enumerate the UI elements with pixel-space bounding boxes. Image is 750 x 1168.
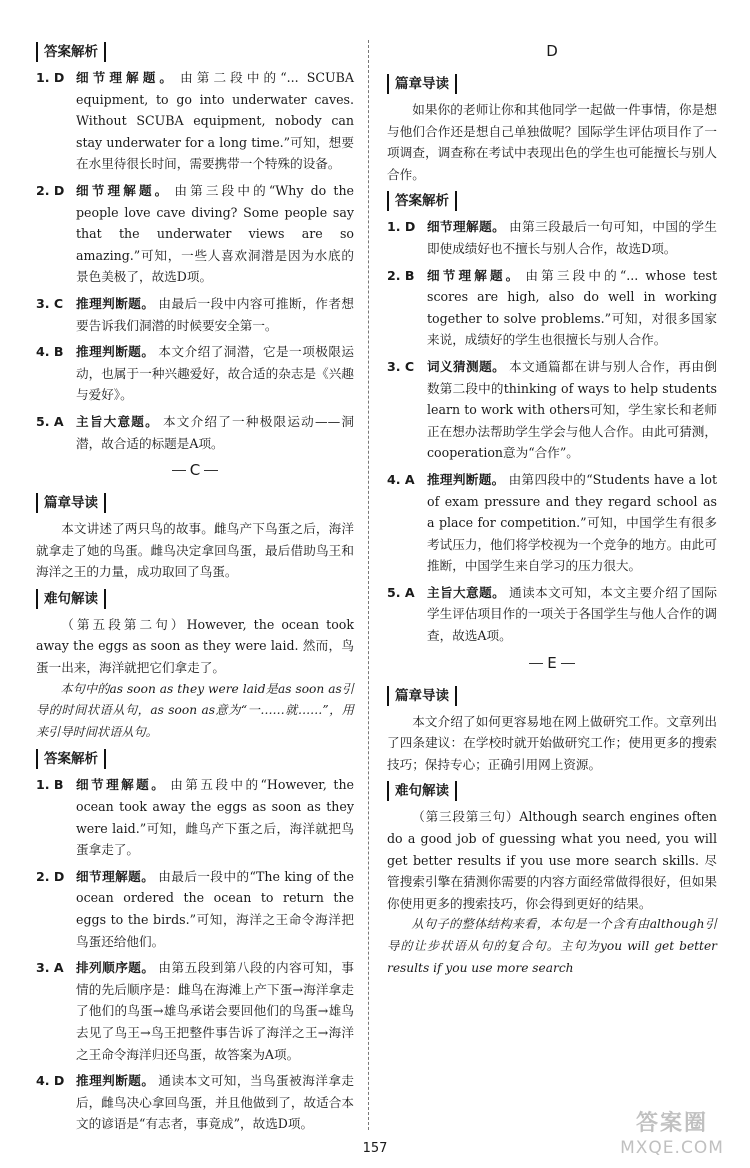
- answer-item: [387, 469, 717, 577]
- section-heading-answers: 答案解析: [36, 42, 106, 62]
- answer-number: 3. A: [36, 960, 64, 976]
- watermark-logo: [602, 1110, 742, 1164]
- answer-text: 通读本文可知，本文主要介绍了国际学生评估项目作的一项关于各国学生与他人合作的调查，故选A项。: [427, 584, 718, 644]
- passage-letter-c: C: [36, 459, 354, 481]
- answer-item: [387, 216, 717, 259]
- answer-item: [36, 957, 354, 1065]
- intro-paragraph: 本文讲述了两只鸟的故事。雌鸟产下鸟蛋之后，海洋就拿走了她的鸟蛋。雌鸟决定拿回鸟蛋，最后借助鸟王和海洋之王的力量，成功取回了鸟蛋。: [36, 521, 354, 580]
- section-heading-intro: 篇章导读: [387, 686, 457, 706]
- intro-paragraph: 本文介绍了如何更容易地在网上做研究工作。文章列出了四条建议：在学校时就开始做研究工作；使用更多的搜索技巧；保持专心；正确引用网上资源。: [387, 713, 717, 772]
- column-divider: [368, 40, 369, 1130]
- difficult-sentence: （第五段第二句）However, the ocean took away the eggs as soon as they were laid. 然而，鸟蛋一出来，海洋就把它们拿走了。: [36, 616, 354, 676]
- section-heading-intro: 篇章导读: [387, 74, 457, 94]
- question-type: 词义猜测题。: [427, 358, 506, 374]
- answer-text: 由第三段最后一句可知，中国的学生即使成绩好也不擅长与别人合作，故选D项。: [427, 219, 718, 256]
- answer-number: 5. A: [36, 413, 64, 429]
- answer-number: 2. B: [387, 267, 415, 283]
- answer-item: [36, 180, 354, 288]
- answer-list-b: [36, 67, 354, 454]
- section-heading-difficult: 难句解读: [387, 781, 457, 801]
- question-type: 细节理解题。: [76, 70, 177, 85]
- answer-item: [36, 411, 354, 454]
- question-type: 推理判断题。: [76, 295, 155, 311]
- answer-text: 通读本文可知，当鸟蛋被海洋拿走后，雌鸟决心拿回鸟蛋，并且他做到了，故适合本文的谚语是“有志者，事竟成”，故选D项。: [76, 1073, 354, 1132]
- answer-text: 由第三段中的“Why do the people love cave diving? Some people say that the underwater views are so amazing.”可知，一些人喜欢洞潜是因为水底的景色美极了，故选D项。: [76, 182, 355, 285]
- question-type: 细节理解题。: [76, 182, 171, 198]
- question-type: 细节理解题。: [427, 219, 506, 235]
- question-type: 主旨大意题。: [76, 413, 159, 429]
- right-column: [387, 36, 717, 979]
- page-number: 157: [362, 1141, 388, 1156]
- answer-text: 本文介绍了一种极限运动——洞潜，故合适的标题是A项。: [76, 413, 355, 451]
- difficult-sentence: （第三段第三句）Although search engines often do a good job of guessing what you need, you will get better results if you use more search skills. 尽管搜索引擎在猜测你需要的内容方面经常做得很好，但如果你使用更多的搜索技巧，你会得到更好的结果。: [387, 809, 717, 911]
- answer-number: 3. C: [36, 295, 64, 311]
- answer-item: [387, 356, 717, 464]
- answer-number: 1. D: [36, 70, 65, 85]
- watermark-bottom: MXQE.COM: [620, 1138, 724, 1158]
- answer-text: 由第三段中的“... whose test scores are high, also do well in working together to solve problems.”可知，对很多国家来说，成绩好的学生也很擅长与别人合作。: [427, 267, 717, 348]
- answer-number: 1. D: [387, 219, 416, 235]
- question-type: 细节理解题。: [76, 777, 167, 793]
- section-heading-intro: 篇章导读: [36, 493, 106, 513]
- answer-number: 3. C: [387, 358, 415, 374]
- answer-number: 4. D: [36, 1073, 65, 1089]
- grammar-note: 从句子的整体结构来看，本句是一个含有由although引导的让步状语从句的复合句。主句为you will get better results if you use more search: [387, 917, 717, 975]
- question-type: 细节理解题。: [427, 267, 522, 283]
- section-heading-answers: 答案解析: [36, 749, 106, 769]
- grammar-note: 本句中的as soon as they were laid是as soon as引导的时间状语从句，as soon as意为“一……就……”，用来引导时间状语从句。: [36, 681, 354, 739]
- answer-item: [387, 582, 717, 647]
- question-type: 排列顺序题。: [76, 960, 155, 976]
- passage-letter-d: D: [546, 42, 558, 60]
- section-heading-answers: 答案解析: [387, 191, 457, 211]
- section-heading-difficult: 难句解读: [36, 589, 106, 609]
- answer-number: 1. B: [36, 777, 64, 793]
- answer-item: [36, 67, 354, 175]
- answer-text: 由最后一段中的“The king of the ocean ordered the ocean to return the eggs to the birds.”可知，海洋之王命令海洋把鸟蛋还给他们。: [76, 868, 354, 949]
- passage-letter-e: E: [387, 652, 717, 674]
- answer-text: 本文通篇都在讲与别人合作，再由倒数第二段中的thinking of ways to help students learn to work with others可知，学生家长和老师正在想办法帮助学生学会与他人合作。由此可猜测，cooperation意为“合作”。: [427, 358, 718, 461]
- answer-text: 由第五段到第八段的内容可知，事情的先后顺序是：雌鸟在海滩上产下蛋→海洋拿走了他们的鸟蛋→雄鸟承诺会要回他们的鸟蛋→雄鸟去见了鸟王→鸟王把整件事告诉了海洋之王→海洋之王命令海洋归还鸟蛋，故答案为A项。: [76, 960, 354, 1062]
- watermark-top: 答案圈: [635, 1111, 708, 1136]
- answer-text: 由第五段中的“However, the ocean took away the eggs as soon as they were laid.”可知，雌鸟产下蛋之后，海洋就把鸟蛋拿走了。: [76, 777, 355, 858]
- left-column: [36, 36, 354, 1140]
- answer-item: [36, 774, 354, 860]
- answer-item: [36, 1070, 354, 1135]
- question-type: 推理判断题。: [76, 344, 155, 360]
- answer-text: 本文介绍了洞潜，它是一项极限运动，也属于一种兴趣爱好，故合适的杂志是《兴趣与爱好》。: [76, 344, 354, 403]
- question-type: 推理判断题。: [76, 1073, 155, 1089]
- answer-item: [36, 293, 354, 336]
- answer-number: 5. A: [387, 584, 415, 600]
- question-type: 主旨大意题。: [427, 584, 506, 600]
- question-type: 细节理解题。: [76, 868, 155, 884]
- answer-text: 由第二段中的“... SCUBA equipment, to go into underwater caves. Without SCUBA equipment, nobody can stay underwater for a long time.”可知，想要在水里待很长时间，需要携带一个特殊的设备。: [76, 70, 355, 172]
- answer-item: [36, 866, 354, 952]
- answer-list-c: [36, 774, 354, 1135]
- intro-paragraph: 如果你的老师让你和其他同学一起做一件事情，你是想与他们合作还是想自己单独做呢？国际学生评估项目作了一项调查，调查称在考试中表现出色的学生也可能擅长与别人合作。: [387, 102, 717, 182]
- question-type: 推理判断题。: [427, 471, 505, 487]
- answer-number: 2. D: [36, 182, 65, 198]
- answer-item: [36, 341, 354, 406]
- answer-item: [387, 265, 717, 351]
- answer-list-d: [387, 216, 717, 646]
- answer-number: 2. D: [36, 868, 65, 884]
- answer-text: 由第四段中的“Students have a lot of exam pressure and they regard school as a place for competition.”可知，中国学生有很多考试压力，他们将学校视为一个竞争的地方。由此可推断，中国学生来自学习的压力很大。: [427, 471, 717, 574]
- answer-number: 4. B: [36, 344, 64, 360]
- answer-number: 4. A: [387, 471, 415, 487]
- answer-text: 由最后一段中内容可推断，作者想要告诉我们洞潜的时候要安全第一。: [76, 295, 354, 333]
